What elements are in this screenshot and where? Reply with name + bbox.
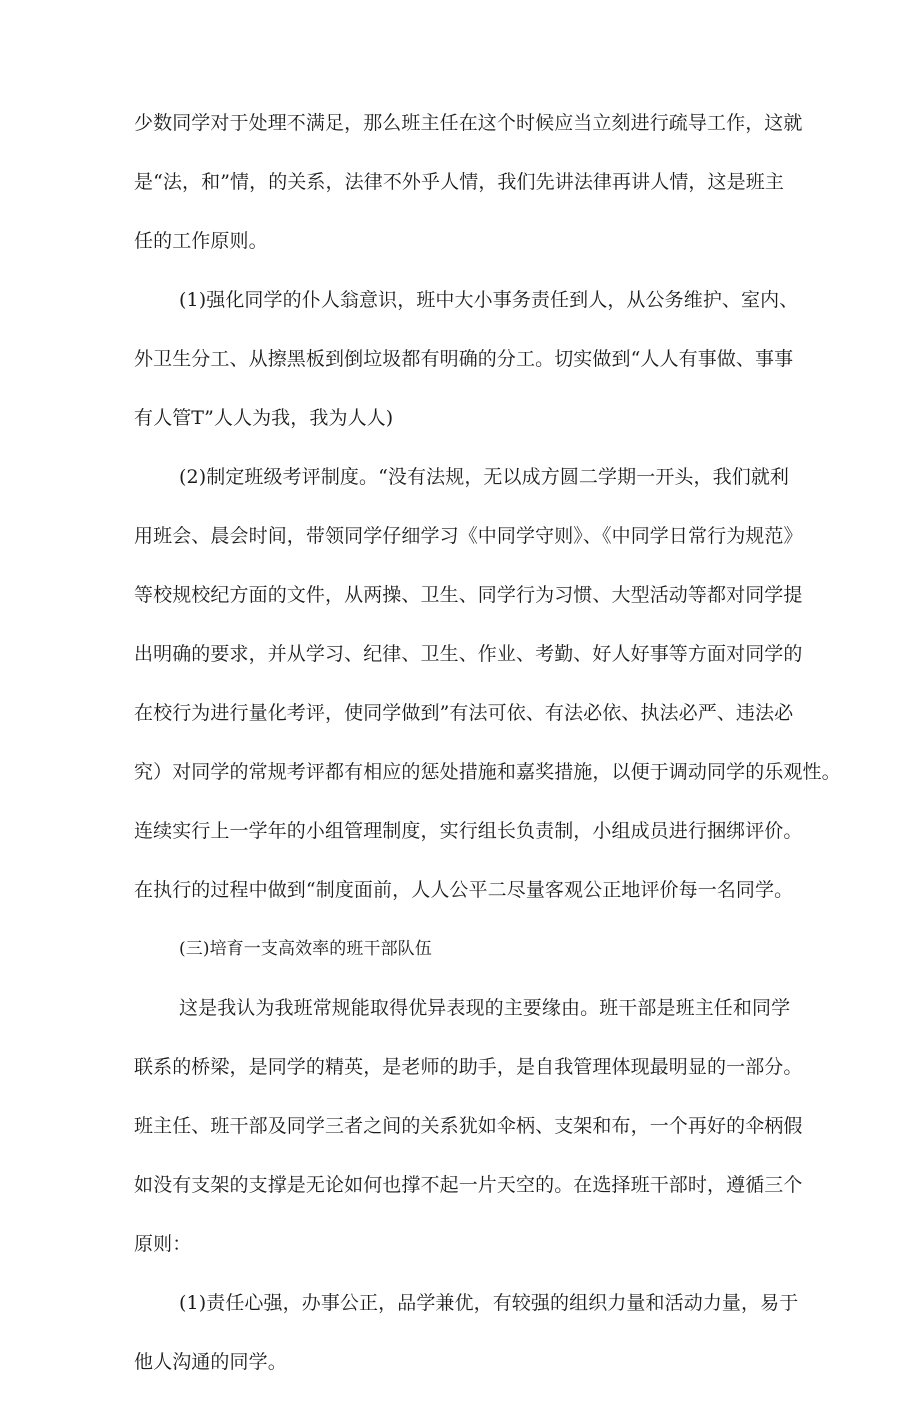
- text-line: 如没有支架的支撑是无论如何也撑不起一片天空的。在选择班干部时，遵循三个: [134, 1174, 803, 1196]
- text-line: 等校规校纪方面的文件，从两操、卫生、同学行为习惯、大型活动等都对同学提: [134, 584, 803, 606]
- text-line: 外卫生分工、从擦黑板到倒垃圾都有明确的分工。切实做到“人人有事做、事事: [134, 348, 794, 370]
- document-body: [134, 112, 841, 1410]
- text-line: (1)强化同学的仆人翁意识，班中大小事务责任到人，从公务维护、室内、: [179, 289, 799, 311]
- text-line: 用班会、晨会时间，带领同学仔细学习《中同学守则》、《中同学日常行为规范》: [134, 525, 803, 547]
- text-line: 是“法，和”情，的关系，法律不外乎人情，我们先讲法律再讲人情，这是班主: [134, 171, 784, 193]
- text-line: 在校行为进行量化考评，使同学做到”有法可依、有法必依、执法必严、违法必: [134, 702, 794, 724]
- text-line: (1)责任心强，办事公正，品学兼优，有较强的组织力量和活动力量，易于: [179, 1292, 799, 1314]
- text-line: 有人管T”人人为我，我为人人): [134, 407, 394, 429]
- text-line: 班主任、班干部及同学三者之间的关系犹如伞柄、支架和布，一个再好的伞柄假: [134, 1115, 803, 1137]
- text-line: (2)制定班级考评制度。“没有法规，无以成方圆二学期一开头，我们就利: [179, 466, 790, 488]
- text-line: 少数同学对于处理不满足，那么班主任在这个时候应当立刻进行疏导工作，这就: [134, 112, 803, 134]
- text-line: 出明确的要求，并从学习、纪律、卫生、作业、考勤、好人好事等方面对同学的: [134, 643, 803, 665]
- text-line: 联系的桥梁，是同学的精英，是老师的助手，是自我管理体现最明显的一部分。: [134, 1056, 803, 1078]
- text-line: 究）对同学的常规考评都有相应的惩处措施和嘉奖措施，以便于调动同学的乐观性。: [134, 761, 841, 783]
- text-line: 这是我认为我班常规能取得优异表现的主要缘由。班干部是班主任和同学: [179, 997, 791, 1019]
- text-line: 连续实行上一学年的小组管理制度，实行组长负责制，小组成员进行捆绑评价。: [134, 820, 803, 842]
- section-heading: (三)培育一支高效率的班干部队伍: [179, 939, 432, 959]
- text-line: 任的工作原则。: [134, 230, 268, 252]
- text-line: 原则：: [134, 1233, 192, 1255]
- text-line: 在执行的过程中做到“制度面前，人人公平二尽量客观公正地评价每一名同学。: [134, 879, 794, 901]
- text-line: 他人沟通的同学。: [134, 1351, 287, 1373]
